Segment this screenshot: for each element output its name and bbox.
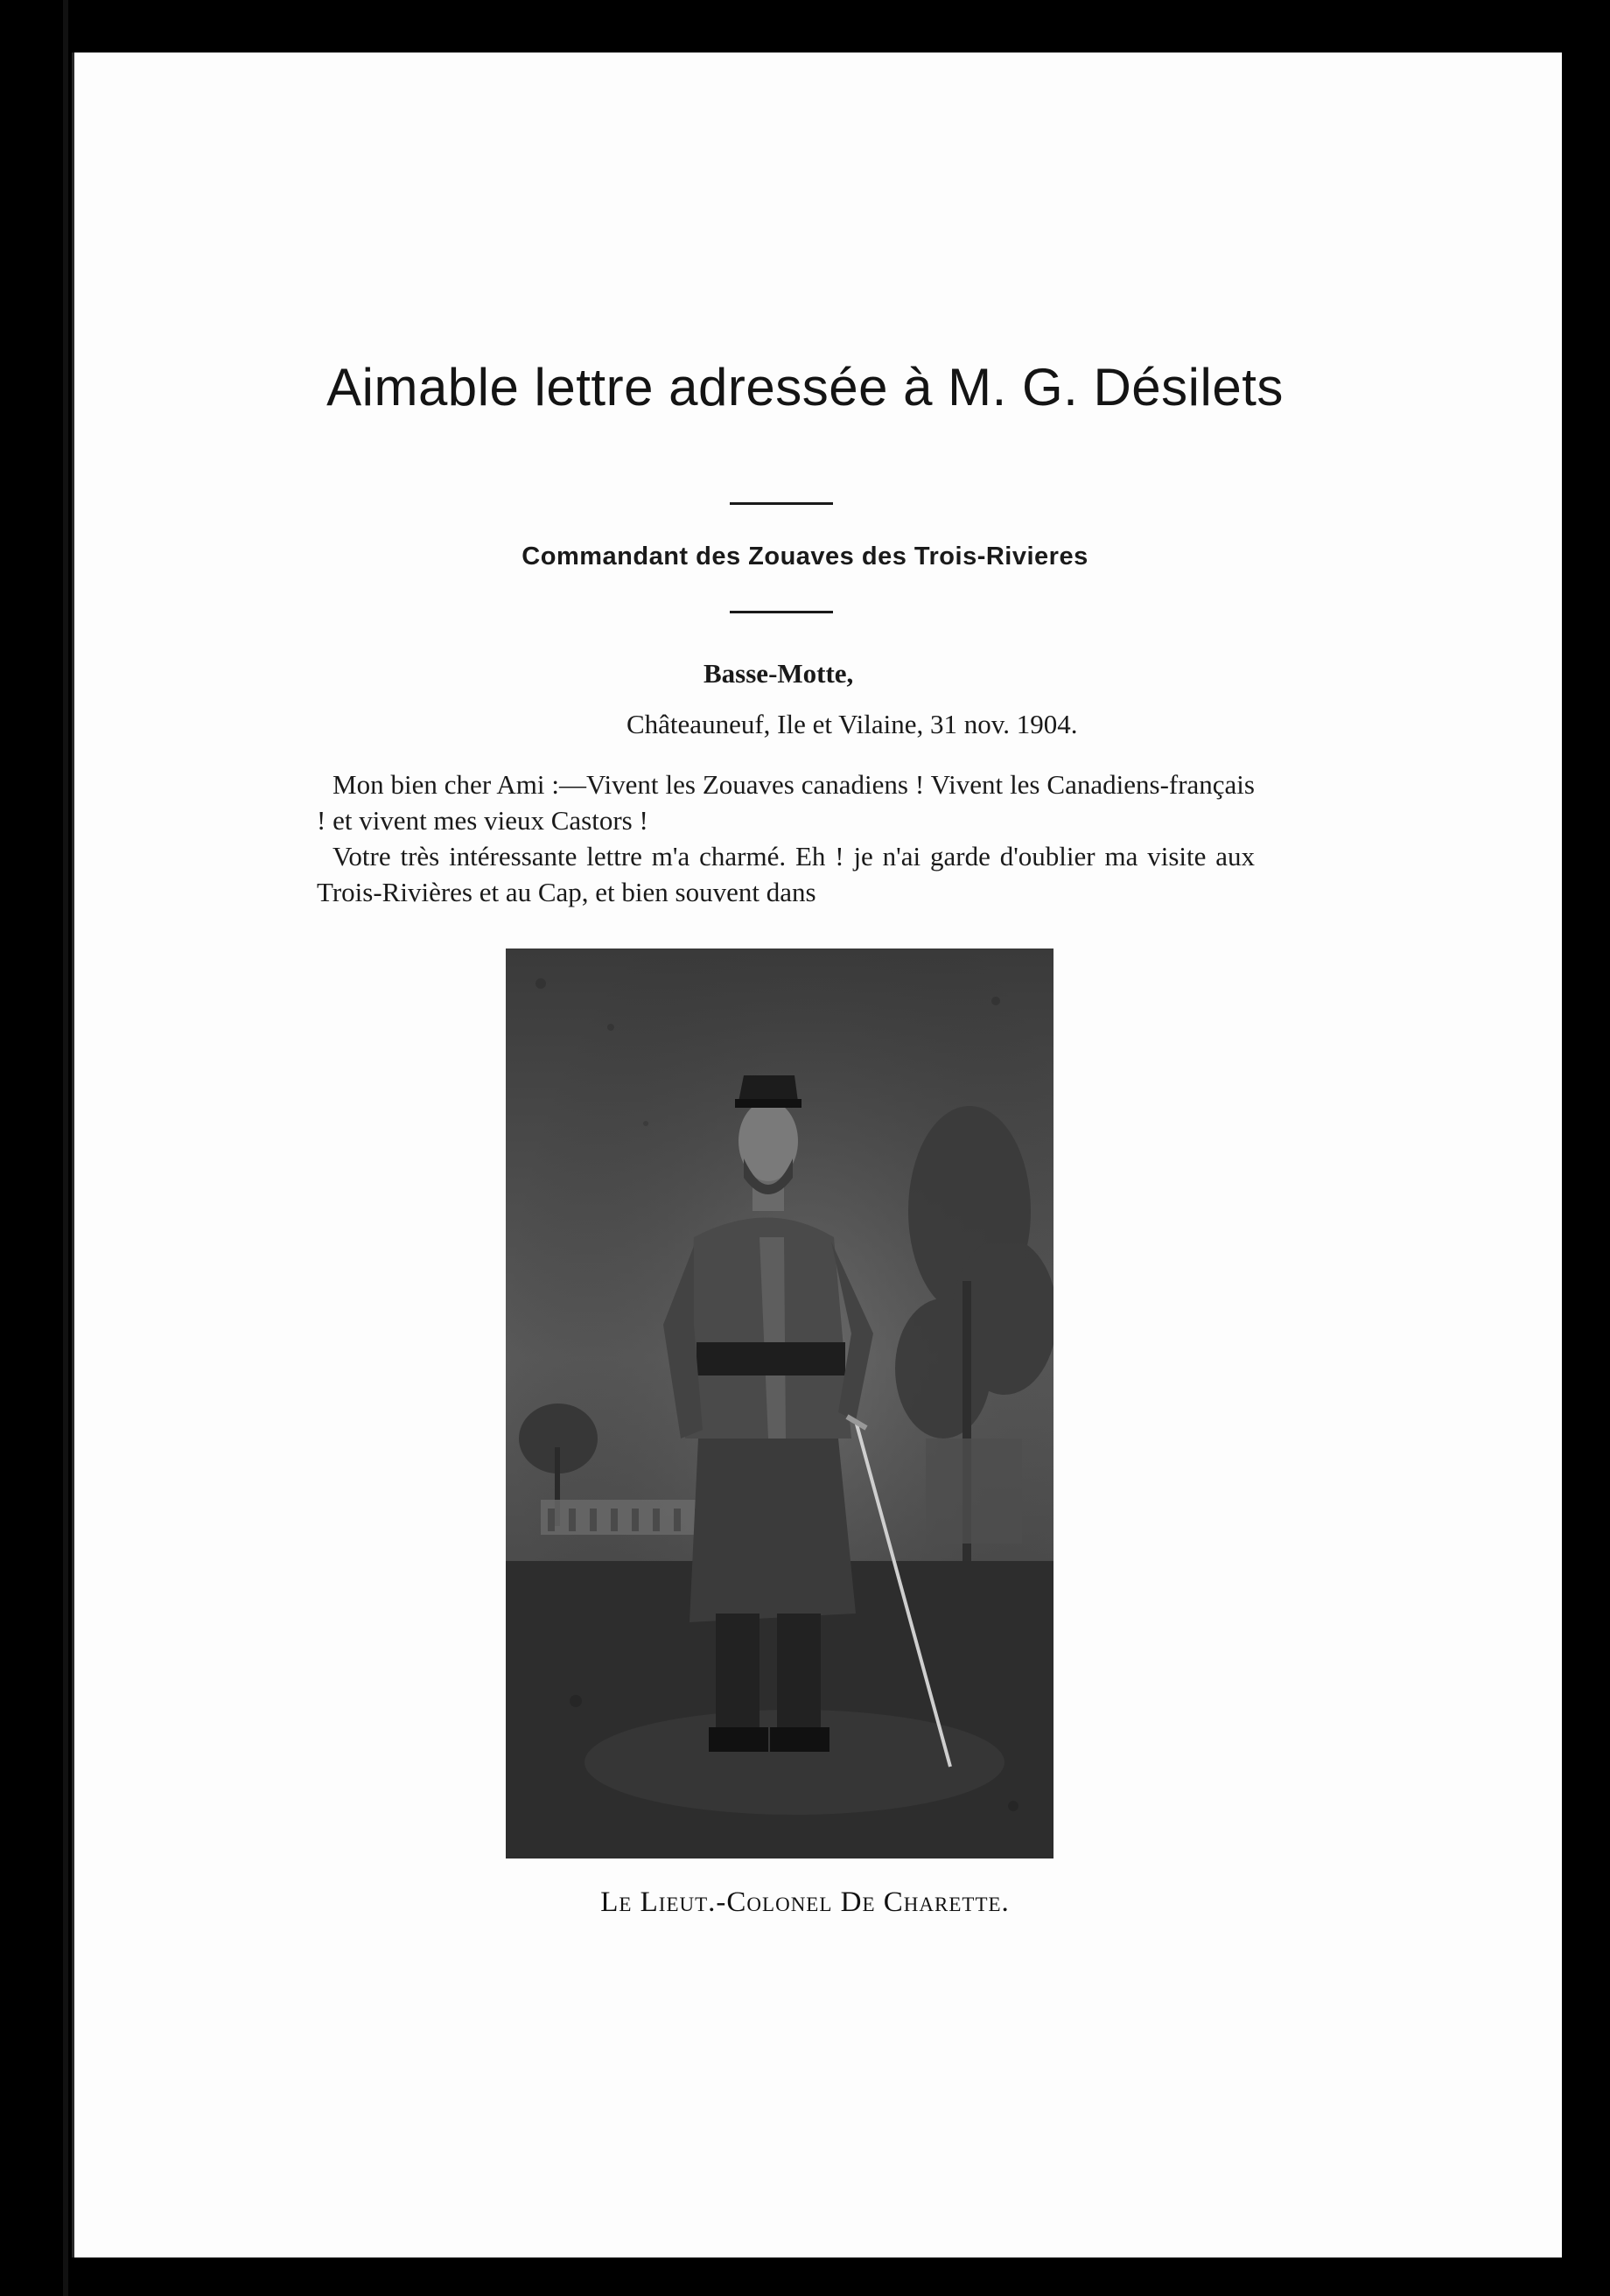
page-edge xyxy=(63,0,68,2296)
title-divider xyxy=(730,502,833,505)
letter-dateline: Châteauneuf, Ile et Vilaine, 31 nov. 1904. xyxy=(626,709,1078,739)
subtitle-divider xyxy=(730,611,833,613)
letter-paragraph: Mon bien cher Ami :—Vivent les Zouaves canadiens ! Vivent les Canadiens-français ! et vivent mes vieux Castors ! xyxy=(317,769,1255,836)
portrait-photo xyxy=(506,948,1054,1858)
letter-paragraph: Votre très intéressante lettre m'a charmé. Eh ! je n'ai garde d'oublier ma visite aux Trois-Rivières et au Cap, et bien souvent dans xyxy=(317,841,1255,907)
page-subtitle: Commandant des Zouaves des Trois-Rivieres xyxy=(522,542,1088,570)
page-title: Aimable lettre adressée à M. G. Désilets xyxy=(326,358,1284,416)
photo-caption: Le Lieut.-Colonel De Charette. xyxy=(600,1886,1010,1918)
letter-place: Basse-Motte, xyxy=(704,658,854,689)
portrait-illustration xyxy=(506,948,1054,1858)
